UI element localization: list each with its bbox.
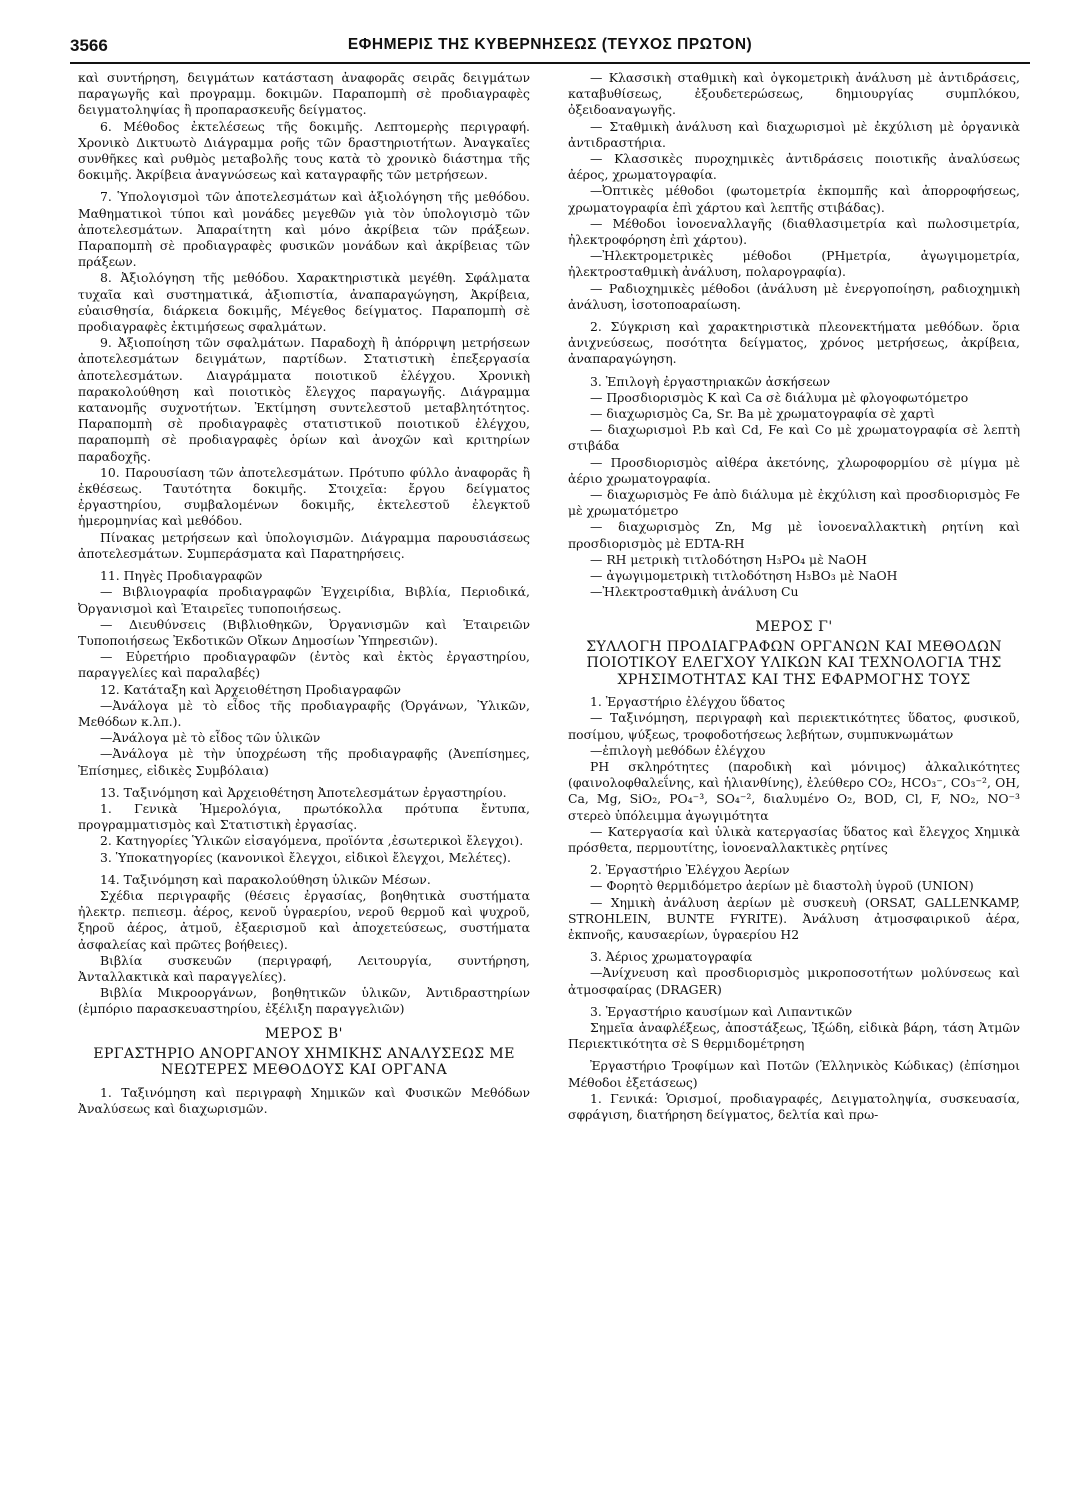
paragraph: — Κλασσικὴ σταθμικὴ καὶ ὀγκομετρικὴ ἀνάλυση μὲ ἀντιδράσεις, καταβυθίσεως, ἐξουδετερώσεως, δημιουργίας συμπλόκου, ὀξειδοαναγωγῆς. xyxy=(568,70,1020,118)
paragraph: PH σκληρότητες (παροδικὴ καὶ μόνιμος) ἀλκαλικότητες (φαινολοφθαλεΐνης, καὶ ἡλιανθίνης), ἐλεύθερο CO₂, HCO₃⁻, CO₃⁻², OH, Ca, Mg, SiO₂, PO₄⁻³, SO₄⁻², διαλυμένο O₂, BOD, Cl, F, NO₂, NO⁻³ στερεὸ ὑπόλειμμα ἀγωγιμότητα xyxy=(568,759,1020,823)
paragraph: 11. Πηγὲς Προδιαγραφῶν xyxy=(100,568,263,584)
paragraph: 3. Ἐργαστήριο καυσίμων καὶ Λιπαντικῶν xyxy=(590,1003,853,1019)
paragraph: Βιβλία συσκευῶν (περιγραφή, Λειτουργία, συντήρηση, Ἀνταλλακτικὰ καὶ παραγγελίες). xyxy=(78,952,530,984)
paragraph: 9. Ἀξιοποίηση τῶν σφαλμάτων. Παραδοχὴ ἢ ἀπόρριψη μετρήσεων ἀποτελεσμάτων δειγμάτων, παρτίδων. Στατιστικὴ ἐπεξεργασία ἀποτελεσμάτων. Διαγράμματα ποιοτικοῦ ἐλέγχου. Χρονικὴ παρακολούθηση καὶ ποιοτικὸς ἔλεγχος παραγωγῆς. Διάγραμμα κατανομῆς συχνοτήτων. Ἐκτίμηση συντελεστοῦ μεταβλητότητος. Παραπομπὴ σὲ προδιαγραφὲς στατιστικοῦ ποιοτικοῦ ἐλέγχου, παραπομπὴ σὲ προδιαγραφὲς ὁρίων καὶ ἀνοχῶν καὶ κριτηρίων παραδοχῆς. xyxy=(78,335,530,464)
paragraph: —ἐπιλογὴ μεθόδων ἐλέγχου xyxy=(590,742,766,758)
paragraph: Σημεῖα ἀναφλέξεως, ἀποστάξεως, Ἰξώδη, εἰδικὰ βάρη, τάση Ἀτμῶν Περιεκτικότητα σὲ S θερμιδομέτρηση xyxy=(568,1020,1020,1052)
paragraph: 8. Ἀξιολόγηση τῆς μεθόδου. Χαρακτηριστικὰ μεγέθη. Σφάλματα τυχαῖα καὶ συστηματικά, ἀξιοπιστία, ἀναπαραγώγηση, Ἀκρίβεια, εὐαισθησία, διάρκεια δοκιμῆς, Μέγεθος δείγματος. Παραπομπὴ σὲ προδιαγραφὲς ἐκτιμήσεως σφαλμάτων. xyxy=(78,270,530,335)
paragraph: 14. Ταξινόμηση καὶ παρακολούθηση ὑλικῶν Μέσων. xyxy=(100,871,431,887)
paragraph: Πίνακας μετρήσεων καὶ ὑπολογισμῶν. Διάγραμμα παρουσιάσεως ἀποτελεσμάτων. Συμπεράσματα καὶ Παρατηρήσεις. xyxy=(78,529,530,561)
paragraph: 13. Ταξινόμηση καὶ Ἀρχειοθέτηση Ἀποτελεσμάτων ἐργαστηρίου. xyxy=(100,784,507,800)
page-header xyxy=(70,36,1030,60)
running-title: ΕΦΗΜΕΡΙΣ ΤΗΣ ΚΥΒΕΡΝΗΣΕΩΣ (ΤΕΥΧΟΣ ΠΡΩΤΟΝ) xyxy=(347,36,753,53)
paragraph: — διαχωρισμὸς Zn, Mg μὲ ἰονοεναλλακτικὴ ρητίνη καὶ προσδιορισμὸς μὲ EDTA-RH xyxy=(568,519,1020,551)
paragraph: — Ραδιοχημικὲς μέθοδοι (ἀνάλυση μὲ ἐνεργοποίηση, ραδιοχημικὴ ἀνάλυση, ἰσοτοποαραίωση. xyxy=(568,280,1020,312)
paragraph: 6. Μέθοδος ἐκτελέσεως τῆς δοκιμῆς. Λεπτομερὴς περιγραφή. Χρονικὸ Δικτυωτὸ Διάγραμμα ροῆς τῶν δραστηριοτήτων. Ἀναγκαῖες συνθῆκες καὶ ρυθμὸς μεταβολῆς τους κατὰ τὸ χρονικὸ διάστημα τῆς δοκιμῆς. Ἀκρίβεια ἀναγνώσεως καὶ καταγραφῆς τῶν μετρήσεων. xyxy=(78,118,530,183)
paragraph: — Βιβλιογραφία προδιαγραφῶν Ἐγχειρίδια, Βιβλία, Περιοδικά, Ὀργανισμοὶ καὶ Ἑταιρεῖες τυποποιήσεως. xyxy=(78,584,530,616)
paragraph: —Ἀνάλογα μὲ τὸ εἶδος τῆς προδιαγραφῆς (Ὀργάνων, Ὑλικῶν, Μεθόδων κ.λπ.). xyxy=(78,697,530,729)
paragraph: — RH μετρικὴ τιτλοδότηση H₃PO₄ μὲ NaOH xyxy=(590,551,867,567)
paragraph: — ἀγωγιμομετρικὴ τιτλοδότηση H₃BO₃ μὲ NaOH xyxy=(590,568,898,584)
left-column xyxy=(78,70,530,1490)
paragraph: 3. Ἐπιλογὴ ἐργαστηριακῶν ἀσκήσεων xyxy=(590,373,831,389)
paragraph: — Κατεργασία καὶ ὑλικὰ κατεργασίας ὕδατος καὶ ἔλεγχος Χημικὰ πρόσθετα, περμουτίτης, ἰονοεναλλακτικὲς ρητίνες xyxy=(568,823,1020,856)
paragraph: —Ἠλεκτροσταθμικὴ ἀνάλυση Cu xyxy=(590,584,799,600)
paragraph: 3. Ἀέριος χρωματογραφία xyxy=(590,949,753,965)
section-c-label: ΜΕΡΟΣ Γ' xyxy=(755,618,833,635)
paragraph: καὶ συντήρηση, δειγμάτων κατάσταση ἀναφορᾶς σειρᾶς δειγμάτων παραγωγῆς καὶ προγραμμ. δοκιμῶν. Παραπομπὴ σὲ προδιαγραφὲς δειγματοληψίας ἢ προπαρασκευῆς δείγματος. xyxy=(78,70,530,118)
paragraph: 7. Ὑπολογισμοὶ τῶν ἀποτελεσμάτων καὶ ἀξιολόγηση τῆς μεθόδου. Μαθηματικοὶ τύποι καὶ μονάδες μεγεθῶν γιὰ τὸν ὑπολογισμὸ τῶν ἀποτελεσμάτων. Ἀπαραίτητη καὶ μόνο ἀκρίβεια τῶν πράξεων. Παραπομπὴ σὲ προδιαγραφὲς φυσικῶν μονάδων καὶ ἀκρίβειας τῶν πράξεων. xyxy=(78,189,530,270)
paragraph: — διαχωρισμὸς Fe ἀπὸ διάλυμα μὲ ἐκχύλιση καὶ προσδιορισμὸς Fe μὲ χρωματόμετρο xyxy=(568,487,1020,519)
paragraph: — Μέθοδοι ἰονοεναλλαγῆς (διαθλασιμετρία καὶ πωλοσιμετρία, ἠλεκτροφόρηση ἐπὶ χάρτου). xyxy=(568,215,1020,248)
paragraph: —Ὀπτικὲς μέθοδοι (φωτομετρία ἐκπομπῆς καὶ ἀπορροφήσεως, χρωματογραφία ἐπὶ χάρτου καὶ λεπτῆς στιβάδας). xyxy=(568,183,1020,215)
paragraph: — διαχωρισμὸς Ca, Sr. Ba μὲ χρωματογραφία σὲ χαρτὶ xyxy=(590,406,935,422)
paragraph: 12. Κατάταξη καὶ Ἀρχειοθέτηση Προδιαγραφῶν xyxy=(100,681,401,697)
paragraph: — Σταθμικὴ ἀνάλυση καὶ διαχωρισμοὶ μὲ ἐκχύλιση μὲ ὀργανικὰ ἀντιδραστήρια. xyxy=(568,118,1020,150)
header-rule xyxy=(70,62,1030,64)
page-number: 3566 xyxy=(70,36,108,55)
paragraph: —Ἀνάλογα μὲ τὸ εἶδος τῶν ὑλικῶν xyxy=(100,730,321,746)
paragraph: 2. Κατηγορίες Ὑλικῶν εἰσαγόμενα, προϊόντα ,ἐσωτερικοὶ ἔλεγχοι). xyxy=(100,833,524,849)
paragraph: — Διευθύνσεις (Βιβλιοθηκῶν, Ὀργανισμῶν καὶ Ἑταιρειῶν Τυποποιήσεως Ἐκδοτικῶν Οἴκων Δημοσίων Ὑπηρεσιῶν). xyxy=(78,616,530,648)
paragraph: 1. Γενικὰ Ἡμερολόγια, πρωτόκολλα πρότυπα ἔντυπα, προγραμματισμὸς καὶ Στατιστικὴ ἐργασίας. xyxy=(78,800,530,833)
paragraph: — Προσδιορισμὸς αἰθέρα ἀκετόνης, χλωροφορμίου σὲ μίγμα μὲ ἀέριο χρωματογραφία. xyxy=(568,454,1020,486)
paragraph: — Κλασσικὲς πυροχημικὲς ἀντιδράσεις ποιοτικῆς ἀναλύσεως ἀέρος, χρωματογραφία. xyxy=(568,151,1020,183)
paragraph: — Προσδιορισμὸς K καὶ Ca σὲ διάλυμα μὲ φλογοφωτόμετρο xyxy=(590,389,969,405)
paragraph: Ἐργαστήριο Τροφίμων καὶ Ποτῶν (Ἑλληνικὸς Κώδικας) (ἐπίσημοι Μέθοδοι ἐξετάσεως) xyxy=(568,1058,1020,1090)
section-b-title: ΕΡΓΑΣΤΗΡΙΟ ΑΝΟΡΓΑΝΟΥ ΧΗΜΙΚΗΣ ΑΝΑΛΥΣΕΩΣ ΜΕ ΝΕΩΤΕΡΕΣ ΜΕΘΟΔΟΥΣ ΚΑΙ ΟΡΓΑΝΑ xyxy=(93,1045,515,1079)
paragraph: Βιβλία Μικροοργάνων, βοηθητικῶν ὑλικῶν, Ἀντιδραστηρίων (ἐμπόριο παρασκευαστηρίου, ἐξέλιξη παραγγελιῶν) xyxy=(78,985,530,1017)
paragraph: —Ἀνάλογα μὲ τὴν ὑποχρέωση τῆς προδιαγραφῆς (Ἀνεπίσημες, Ἐπίσημες, εἰδικὲς Συμβόλαια) xyxy=(78,746,530,778)
paragraph: 3. Ὑποκατηγορίες (κανονικοὶ ἔλεγχοι, εἰδικοὶ ἔλεγχοι, Μελέτες). xyxy=(100,849,511,865)
paragraph: 2. Ἐργαστήριο Ἐλέγχου Ἀερίων xyxy=(590,862,790,878)
section-b-label: ΜΕΡΟΣ Β' xyxy=(265,1025,343,1042)
paragraph: 1. Ταξινόμηση καὶ περιγραφὴ Χημικῶν καὶ Φυσικῶν Μεθόδων Ἀναλύσεως καὶ διαχωρισμῶν. xyxy=(78,1084,530,1116)
paragraph: — Φορητὸ θερμιδόμετρο ἀερίων μὲ διαστολὴ ὑγροῦ (UNION) xyxy=(590,878,974,894)
section-c-title: ΣΥΛΛΟΓΗ ΠΡΟΔΙΑΓΡΑΦΩΝ ΟΡΓΑΝΩΝ ΚΑΙ ΜΕΘΟΔΩΝ ΠΟΙΟΤΙΚΟΥ ΕΛΕΓΧΟΥ ΥΛΙΚΩΝ ΚΑΙ ΤΕΧΝΟΛΟΓΙΑ ΤΗΣ ΧΡΗΣΙΜΟΤΗΤΑΣ ΚΑΙ ΤΗΣ ΕΦΑΡΜΟΓΗΣ ΤΟΥΣ xyxy=(586,638,1002,688)
paragraph: — Χημικὴ ἀνάλυση ἀερίων μὲ συσκευὴ (ORSAT, GALLENKAMP, STROHLEIN, BUNTE FYRITE). Ἀνάλυση ἀτμοσφαιρικοῦ ἀέρα, ἐκπνοῆς, καυσαερίων, ὑγραερίου H2 xyxy=(568,894,1020,943)
paragraph: 1. Γενικά: Ὁρισμοί, προδιαγραφές, Δειγματοληψία, συσκευασία, σφράγιση, διατήρηση δείγματος, δελτία καὶ πρω- xyxy=(568,1090,1020,1123)
paragraph: Σχέδια περιγραφῆς (θέσεις ἐργασίας, βοηθητικὰ συστήματα ἠλεκτρ. πεπιεσμ. ἀέρος, κενοῦ ὑγραερίου, νεροῦ θερμοῦ καὶ ψυχροῦ, ξηροῦ ἀέρος, ἀτμοῦ, ἐξαερισμοῦ καὶ ἀποχετεύσεως, συστήματα ἀσφαλείας καὶ πρῶτες βοήθειες). xyxy=(78,887,530,952)
paragraph: — διαχωρισμοὶ P.b καὶ Cd, Fe καὶ Co μὲ χρωματογραφία σὲ λεπτὴ στιβάδα xyxy=(568,422,1020,454)
right-column xyxy=(568,70,1020,1490)
paragraph: — Εὑρετήριο προδιαγραφῶν (ἐντὸς καὶ ἐκτὸς ἐργαστηρίου, παραγγελίες καὶ παραλαβές) xyxy=(78,649,530,681)
paragraph: —Ἠλεκτρομετρικὲς μέθοδοι (PHμετρία, ἀγωγιμομετρία, ἠλεκτροσταθμικὴ ἀνάλυση, πολαρογραφία). xyxy=(568,248,1020,280)
paragraph: —Ἀνίχνευση καὶ προσδιορισμὸς μικροποσοτήτων μολύνσεως καὶ ἀτμοσφαίρας (DRAGER) xyxy=(568,965,1020,997)
paragraph: 2. Σύγκριση καὶ χαρακτηριστικὰ πλεονεκτήματα μεθόδων. ὅρια ἀνιχνεύσεως, ποσότητα δείγματος, χρόνος μετρήσεως, ἀκρίβεια, ἀναπαραγώγηση. xyxy=(568,319,1020,367)
paragraph: 10. Παρουσίαση τῶν ἀποτελεσμάτων. Πρότυπο φύλλο ἀναφορᾶς ἢ ἐκθέσεως. Ταυτότητα δοκιμῆς. Στοιχεῖα: ἔργου δείγματος ἐργαστηρίου, συμβαλομένων δοκιμῆς, ἐκτελεστοῦ ἐλεγκτοῦ ἡμερομηνίας καὶ μεθόδου. xyxy=(78,464,530,529)
paragraph: 1. Ἐργαστήριο ἐλέγχου ὕδατος xyxy=(590,694,786,710)
paragraph: — Ταξινόμηση, περιγραφὴ καὶ περιεκτικότητες ὕδατος, φυσικοῦ, ποσίμου, ψύξεως, τροφοδοτήσεως λεβήτων, συμπυκνωμάτων xyxy=(568,710,1020,742)
